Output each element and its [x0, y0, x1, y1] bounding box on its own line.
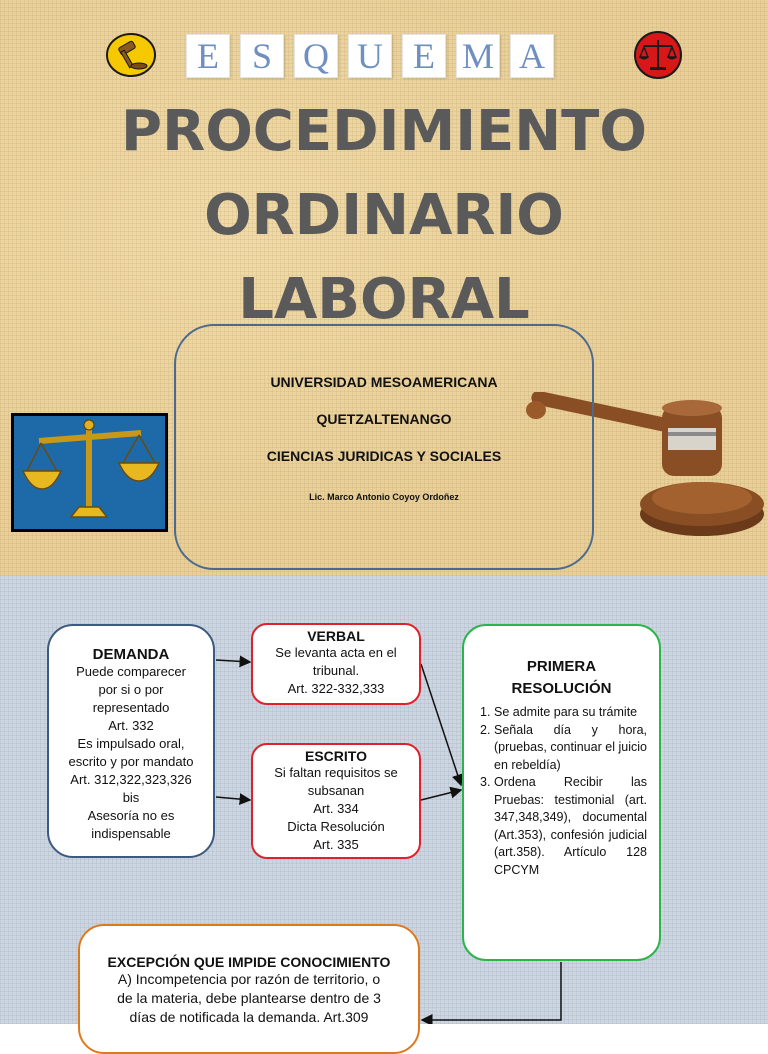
gavel-icon: [105, 32, 157, 78]
primera-resolucion-box: [462, 624, 661, 961]
university-name: UNIVERSIDAD MESOAMERICANA: [270, 374, 498, 390]
letter-tile: E: [402, 34, 446, 78]
verbal-title: VERBAL: [307, 628, 365, 644]
letter-tile: Q: [294, 34, 338, 78]
demanda-line: Art. 312,322,323,326: [70, 772, 192, 787]
scales-icon: [632, 30, 684, 80]
verbal-box: [251, 623, 421, 705]
primera-list: [464, 704, 659, 879]
excepcion-box: [78, 924, 420, 1054]
escrito-box: [251, 743, 421, 859]
demanda-line: Asesoría no es: [87, 808, 175, 823]
verbal-line: Art. 322-332,333: [287, 681, 385, 696]
title-line-2: ORDINARIO: [204, 183, 564, 248]
escrito-line: Art. 334: [313, 801, 359, 816]
demanda-line: representado: [92, 700, 170, 715]
faculty-name: CIENCIAS JURIDICAS Y SOCIALES: [266, 448, 502, 464]
escrito-title: ESCRITO: [305, 748, 367, 764]
letter-tile: M: [456, 34, 500, 78]
demanda-line: Art. 332: [108, 718, 154, 733]
escrito-line: Dicta Resolución: [287, 819, 385, 834]
title-line-1: PROCEDIMIENTO: [121, 99, 647, 164]
verbal-line: Se levanta acta en el: [275, 645, 397, 660]
demanda-line: por si o por: [98, 682, 164, 697]
list-item: 1. Se admite para su trámite: [480, 705, 638, 719]
excepcion-line: de la materia, debe plantearse dentro de 3: [117, 990, 381, 1006]
list-item: 3. Ordena Recibir las Pruebas: testimonial (art. 347,348,349), documental (Art.353), confesión judicial (art.358). Artículo 128 CPCYM: [480, 775, 647, 877]
demanda-box: [47, 624, 215, 858]
letter-tile: E: [186, 34, 230, 78]
excepcion-line: A) Incompetencia por razón de territorio, o: [117, 971, 381, 987]
demanda-line: Puede comparecer: [76, 664, 186, 679]
demanda-line: escrito y por mandato: [68, 754, 194, 769]
demanda-line: indispensable: [91, 826, 171, 841]
primera-title-1: PRIMERA: [526, 658, 597, 675]
excepcion-line: días de notificada la demanda. Art.309: [129, 1009, 369, 1025]
letter-tile: S: [240, 34, 284, 78]
letter-tile: A: [510, 34, 554, 78]
author-name: Lic. Marco Antonio Coyoy Ordoñez: [309, 492, 459, 502]
university-city: QUETZALTENANGO: [316, 411, 452, 427]
verbal-line: tribunal.: [312, 663, 360, 678]
escrito-line: subsanan: [307, 783, 365, 798]
title-line-3: LABORAL: [238, 267, 530, 332]
escrito-line: Si faltan requisitos se: [274, 765, 398, 780]
institution-info-box: [174, 324, 594, 570]
escrito-line: Art. 335: [313, 837, 359, 852]
excepcion-title: EXCEPCIÓN QUE IMPIDE CONOCIMIENTO: [107, 954, 391, 970]
primera-title-2: RESOLUCIÓN: [511, 680, 612, 697]
demanda-title: DEMANDA: [92, 646, 170, 663]
list-item: 2. Señala día y hora, (pruebas, continuar el juicio en rebeldía): [480, 722, 647, 772]
scales-of-justice-icon: [11, 413, 168, 532]
demanda-line: Es impulsado oral,: [77, 736, 185, 751]
esquema-letters: [186, 34, 554, 78]
letter-tile: U: [348, 34, 392, 78]
demanda-line: bis: [122, 790, 140, 805]
